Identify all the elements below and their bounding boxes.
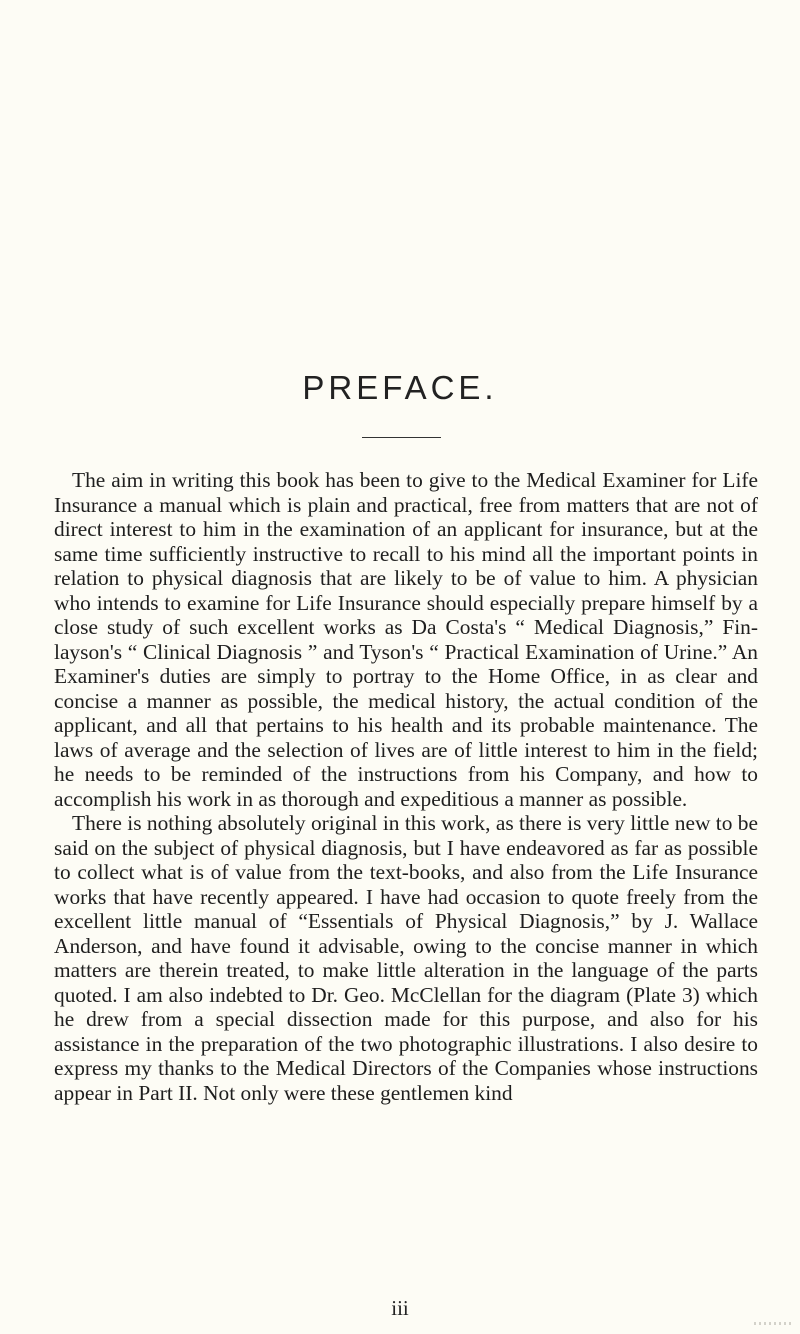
paragraph-1: The aim in writing this book has been to give to the Medical Examiner for Life Insurance a manual which is plain and practical, free from matters that are not of direct interest to him in the examination of an applicant for insurance, but at the same time sufficiently instructive to recall to his mind all the important points in relation to physical diagnosis that are likely to be of value to him. A physician who intends to examine for Life Insurance should especially prepare himself by a close study of such excellent works as Da Costa's “ Medical Diagnosis,” Finlayson's “ Clinical Diagnosis ” and Tyson's “ Practical Examination of Urine.” An Examiner's duties are simply to portray to the Home Office, in as clear and concise a manner as possible, the medical history, the actual condition of the applicant, and all that pertains to his health and its probable maintenance. The laws of average and the selection of lives are of little interest to him in the field; he needs to be reminded of the instructions from his Company, and how to accomplish his work in as thorough and expeditious a manner as possible. [54,468,758,811]
scan-mark [754,1322,794,1325]
page-number: iii [391,1296,409,1320]
preface-body [54,468,758,1105]
page-title: PREFACE. [302,369,498,406]
title-rule [362,437,441,438]
paragraph-2: There is nothing absolutely original in this work, as there is very little new to be said on the subject of physical diagnosis, but I have endeavored as far as possible to collect what is of value from the text-books, and also from the Life Insurance works that have recently appeared. I have had occasion to quote freely from the excellent little manual of “Essentials of Physical Diagnosis,” by J. Wallace Anderson, and have found it advisable, owing to the concise manner in which matters are therein treated, to make little alteration in the language of the parts quoted. I am also indebted to Dr. Geo. McClellan for the diagram (Plate 3) which he drew from a special dissection made for this purpose, and also for his assistance in the preparation of the two photographic illustrations. I also desire to express my thanks to the Medical Directors of the Companies whose instructions appear in Part II. Not only were these gentlemen kind [54,811,758,1105]
